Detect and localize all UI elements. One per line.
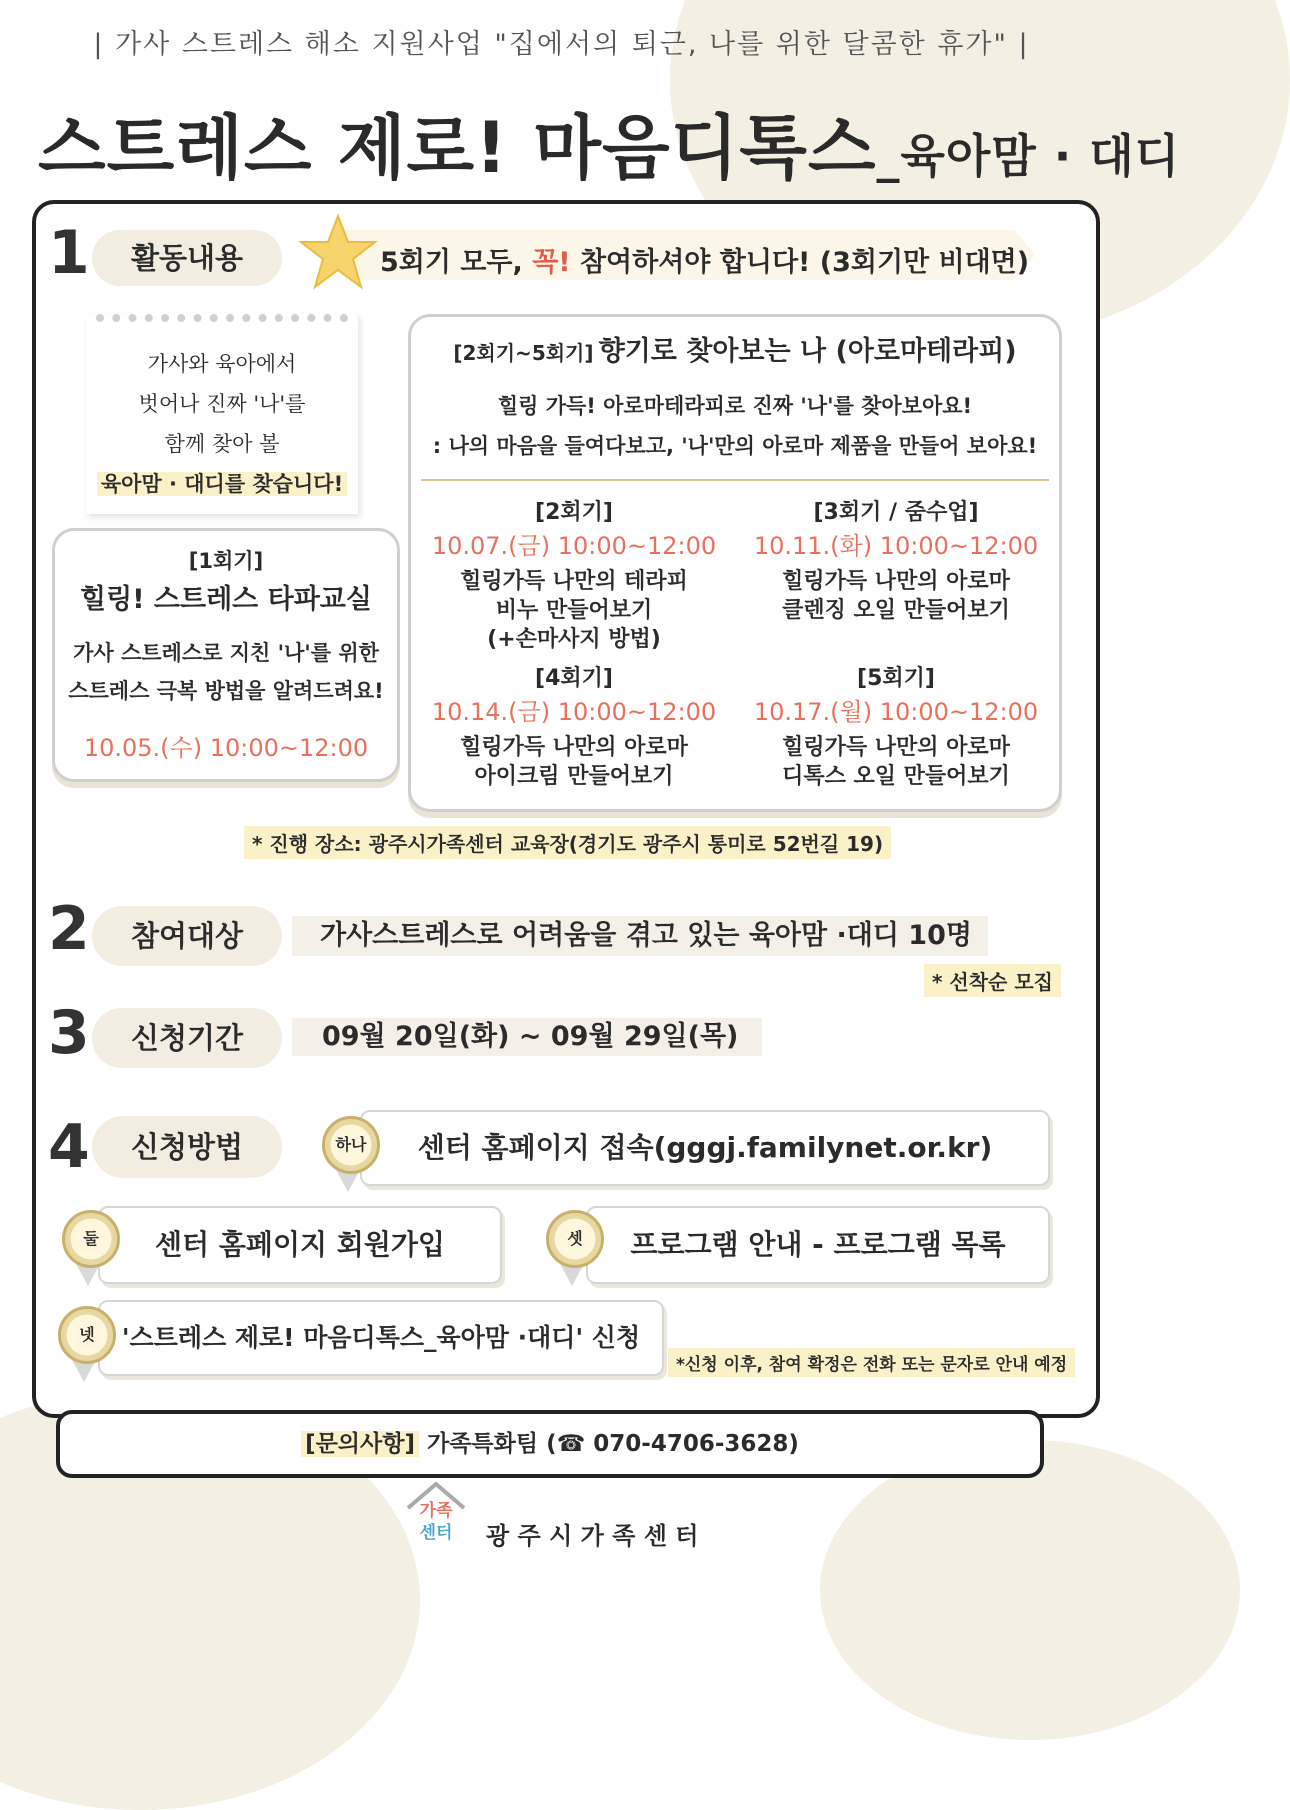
step3-text: 프로그램 안내 - 프로그램 목록 [630, 1228, 1006, 1261]
aroma-session-desc-2: 아이크림 만들어보기 [474, 764, 674, 789]
family-center-logo [404, 1480, 468, 1550]
aroma-session-date: 10.07.(금) 10:00~12:00 [431, 532, 717, 560]
aroma-session-tag: [5회기] [857, 666, 935, 691]
aroma-session-3 [741, 495, 1051, 625]
memo-line-4: 육아맘 · 대디를 찾습니다! [97, 472, 347, 496]
aroma-session-date: 10.17.(월) 10:00~12:00 [753, 698, 1039, 726]
section2-content: 가사스트레스로 어려움을 겪고 있는 육아맘 ·대디 10명 [292, 916, 988, 956]
aroma-session-4 [419, 661, 729, 791]
contact-box [56, 1410, 1044, 1478]
location-note: * 진행 장소: 광주시가족센터 교육장(경기도 광주시 통미로 52번길 19) [244, 826, 891, 859]
step1-text: 센터 홈페이지 접속(gggj.familynet.or.kr) [417, 1131, 993, 1164]
aroma-card [408, 314, 1062, 812]
section3-content: 09월 20일(화) ~ 09월 29일(목) [292, 1018, 762, 1056]
aroma-desc-1: 힐링 가득! 아로마테라피로 진짜 '나'를 찾아보아요! [497, 394, 973, 418]
aroma-session-tag: [3회기 / 줌수업] [813, 500, 979, 525]
contact-label: [문의사항] [301, 1431, 419, 1457]
session1-date: 10.05.(수) 10:00~12:00 [83, 734, 369, 762]
title-suffix: _육아맘 · 대디 [876, 129, 1181, 183]
step4-badge: 넷 [58, 1306, 116, 1364]
session1-card [52, 528, 400, 782]
aroma-session-date: 10.11.(화) 10:00~12:00 [753, 532, 1039, 560]
memo-card [86, 314, 358, 514]
step3-box [586, 1206, 1050, 1284]
logo-line-1: 가족 [419, 1501, 453, 1521]
session1-tag: [1회기] [188, 549, 264, 573]
section2-number: 2 [48, 894, 90, 964]
memo-tear-edge [96, 314, 348, 330]
aroma-tag: [2회기~5회기] [453, 341, 594, 365]
aroma-session-desc-1: 힐링가득 나만의 아로마 [460, 735, 688, 760]
aroma-session-desc-1: 힐링가득 나만의 테라피 [460, 569, 688, 594]
step2-box [98, 1206, 502, 1284]
session1-desc-1: 가사 스트레스로 지친 '나'를 위한 [73, 641, 379, 665]
section4-number: 4 [48, 1112, 90, 1182]
section2-note: * 선착순 모집 [924, 964, 1061, 997]
footer-org-name: 광 주 시 가 족 센 터 [486, 1522, 699, 1550]
step4-text: '스트레스 제로! 마음디톡스_육아맘 ·대디' 신청 [121, 1323, 641, 1352]
aroma-session-tag: [2회기] [535, 500, 613, 525]
session1-title: 힐링! 스트레스 타파교실 [80, 584, 372, 615]
background-shape-bottom-right [820, 1440, 1240, 1740]
logo-line-2: 센터 [419, 1523, 453, 1543]
step2-badge: 둘 [62, 1210, 120, 1268]
aroma-session-desc-2: 디톡스 오일 만들어보기 [782, 764, 1010, 789]
aroma-session-2 [419, 495, 729, 654]
banner-emphasis: 꼭! [532, 247, 571, 278]
step1-badge: 하나 [322, 1116, 380, 1174]
page-title [38, 92, 1180, 193]
aroma-session-5 [741, 661, 1051, 791]
notice-banner-text [380, 240, 1029, 279]
section4-note: *신청 이후, 참여 확정은 전화 또는 문자로 안내 예정 [668, 1348, 1075, 1377]
contact-text: 가족특화팀 (☎ 070-4706-3628) [427, 1431, 799, 1457]
section1-number: 1 [48, 218, 90, 288]
banner-pre: 5회기 모두, [380, 247, 533, 278]
aroma-divider [421, 479, 1049, 481]
section2-label: 참여대상 [92, 906, 282, 966]
aroma-session-desc-1: 힐링가득 나만의 아로마 [782, 735, 1010, 760]
banner-post: 참여하셔야 합니다! (3회기만 비대면) [570, 247, 1030, 278]
step2-text: 센터 홈페이지 회원가입 [155, 1228, 445, 1261]
star-icon [298, 212, 378, 292]
section3-number: 3 [48, 998, 90, 1068]
memo-line-2: 벗어나 진짜 '나'를 [138, 392, 306, 416]
aroma-session-desc-2: 비누 만들어보기 [495, 598, 653, 623]
memo-line-3: 함께 찾아 볼 [164, 432, 280, 456]
section3-label: 신청기간 [92, 1008, 282, 1068]
aroma-session-desc-1: 힐링가득 나만의 아로마 [782, 569, 1010, 594]
aroma-session-desc-2: 클렌징 오일 만들어보기 [782, 598, 1010, 623]
memo-line-1: 가사와 육아에서 [147, 352, 297, 376]
aroma-desc-2: : 나의 마음을 들여다보고, '나'만의 아로마 제품을 만들어 보아요! [432, 434, 1038, 458]
section4-label: 신청방법 [92, 1116, 282, 1178]
aroma-title: 향기로 찾아보는 나 (아로마테라피) [598, 336, 1017, 367]
step4-box [98, 1300, 664, 1376]
aroma-session-date: 10.14.(금) 10:00~12:00 [431, 698, 717, 726]
step1-box [360, 1110, 1050, 1186]
session1-desc-2: 스트레스 극복 방법을 알려드려요! [68, 679, 384, 703]
step3-badge: 셋 [546, 1210, 604, 1268]
header-subtitle: | 가사 스트레스 해소 지원사업 "집에서의 퇴근, 나를 위한 달콤한 휴가" | [93, 29, 1030, 60]
aroma-session-desc-3: (+손마사지 방법) [487, 627, 661, 652]
aroma-session-tag: [4회기] [535, 666, 613, 691]
title-main: 스트레스 제로! 마음디톡스 [38, 107, 877, 189]
section1-label: 활동내용 [92, 230, 282, 286]
